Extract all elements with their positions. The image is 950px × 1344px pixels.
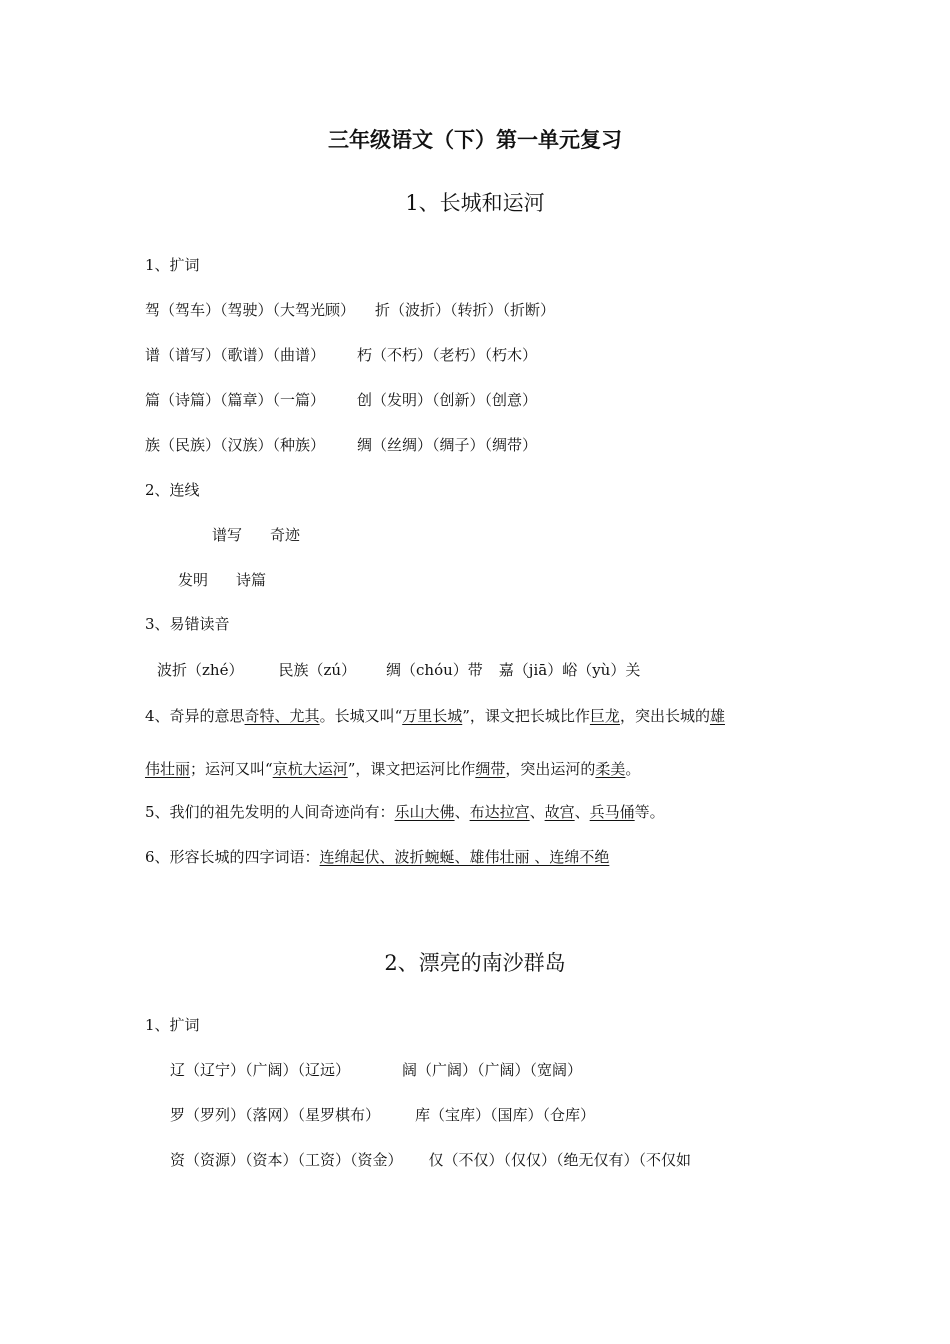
answer-underlined: 雄 [709, 707, 725, 725]
lesson1-item-4-cont: 伟壮丽；运河又叫“京杭大运河”，课文把运河比作绸带，突出运河的柔美。 [145, 760, 641, 778]
lesson1-expand-heading: 1、扩词 [145, 256, 200, 274]
answer-underlined: 乐山大佛 [394, 803, 455, 821]
expand-row-right: 库（宝库）（国库）（仓库） [415, 1106, 596, 1124]
pinyin-item: 波折（zhé） [157, 661, 244, 679]
match-row [212, 525, 300, 545]
answer-underlined: 万里长城 [402, 707, 463, 725]
expand-row-left: 资（资源）（资本）（工资）（资金） [170, 1151, 403, 1169]
lesson1-pronunciation-heading: 3、易错读音 [145, 615, 230, 633]
answer-underlined: 连绵起伏、波折蜿蜒、雄伟壮丽 、连绵不绝 [319, 848, 610, 866]
expand-row-right: 创（发明）（创新）（创意） [357, 391, 538, 409]
match-right: 诗篇 [236, 571, 267, 589]
answer-underlined: 奇特、尤其 [244, 707, 320, 725]
expand-row-left: 辽（辽宁）（广阔）（辽远） [170, 1061, 351, 1079]
expand-row-left: 谱（谱写）（歌谱）（曲谱） [145, 346, 326, 364]
answer-underlined: 布达拉宫 [469, 803, 530, 821]
answer-underlined: 绸带 [475, 760, 506, 778]
lesson1-item-6: 6、形容长城的四字词语：连绵起伏、波折蜿蜒、雄伟壮丽 、连绵不绝 [145, 848, 610, 866]
expand-row-right: 绸（丝绸）（绸子）（绸带） [357, 436, 538, 454]
expand-row [170, 1105, 595, 1125]
lesson1-title: 1、长城和运河 [405, 191, 545, 215]
answer-underlined: 故宫 [544, 803, 575, 821]
answer-underlined: 巨龙 [589, 707, 620, 725]
expand-row-left: 族（民族）（汉族）（种族） [145, 436, 326, 454]
expand-row [170, 1150, 691, 1170]
match-right: 奇迹 [270, 526, 301, 544]
pinyin-item: 嘉（jiā）峪（yù）关 [498, 661, 641, 679]
expand-row [145, 435, 537, 455]
expand-row-right: 仅（不仅）（仅仅）（绝无仅有）（不仅如 [428, 1151, 692, 1169]
document-title: 三年级语文（下）第一单元复习 [328, 128, 622, 152]
pinyin-row [157, 660, 640, 680]
answer-underlined: 兵马俑 [589, 803, 635, 821]
lesson2-title: 2、漂亮的南沙群岛 [384, 951, 566, 975]
answer-underlined: 柔美 [595, 760, 626, 778]
expand-row-left: 篇（诗篇）（篇章）（一篇） [145, 391, 326, 409]
pinyin-item: 绸（chóu）带 [386, 661, 483, 679]
expand-row-right: 朽（不朽）（老朽）（朽木） [357, 346, 538, 364]
expand-row-left: 驾（驾车）（驾驶）（大驾光顾） [145, 301, 356, 319]
expand-row [170, 1060, 582, 1080]
match-left: 发明 [178, 571, 209, 589]
lesson1-match-heading: 2、连线 [145, 481, 200, 499]
lesson2-expand-heading: 1、扩词 [145, 1016, 200, 1034]
lesson1-item-4: 4、奇异的意思奇特、尤其。长城又叫“万里长城”，课文把长城比作巨龙，突出长城的雄 [145, 707, 725, 725]
expand-row [145, 345, 537, 365]
answer-underlined: 伟壮丽 [145, 760, 191, 778]
expand-row-left: 罗（罗列）（落网）（星罗棋布） [170, 1106, 381, 1124]
match-row [178, 570, 266, 590]
lesson1-item-5: 5、我们的祖先发明的人间奇迹尚有：乐山大佛、布达拉宫、故宫、兵马俑等。 [145, 803, 665, 821]
expand-row-right: 阔（广阔）（广阔）（宽阔） [402, 1061, 583, 1079]
expand-row [145, 300, 555, 320]
pinyin-item: 民族（zú） [278, 661, 357, 679]
expand-row [145, 390, 537, 410]
expand-row-right: 折（波折）（转折）（折断） [375, 301, 556, 319]
answer-underlined: 京杭大运河 [272, 760, 348, 778]
match-left: 谱写 [212, 526, 243, 544]
